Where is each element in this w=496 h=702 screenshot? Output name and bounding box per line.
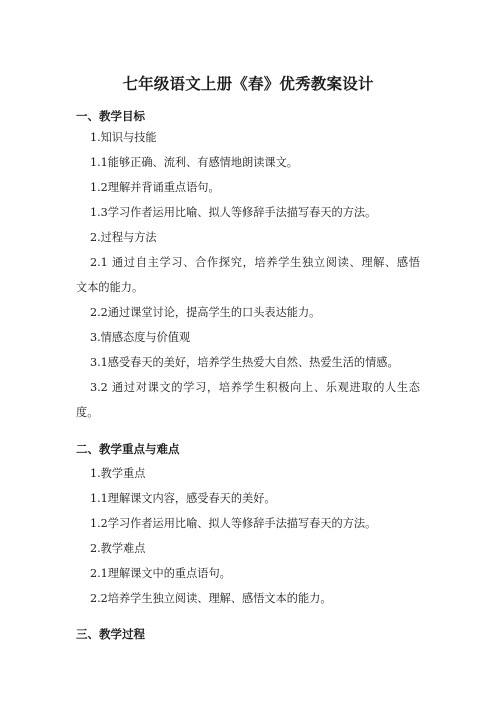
paragraph-line: 3.1感受春天的美好，培养学生热爱大自然、热爱生活的情感。 [90, 356, 399, 369]
paragraph-line: 1.教学重点 [90, 467, 146, 480]
paragraph-line: 1.1理解课文内容，感受春天的美好。 [90, 492, 276, 505]
section-heading-key-points: 二、教学重点与难点 [76, 442, 180, 456]
paragraph-line: 3.2 通过对课文的学习，培养学生积极向上、乐观进取的人生态 [90, 381, 420, 394]
paragraph-line: 度。 [76, 406, 99, 419]
paragraph-line: 2.教学难点 [90, 542, 146, 555]
paragraph-line: 1.1能够正确、流利、有感情地朗读课文。 [90, 156, 298, 169]
paragraph-line: 1.2理解并背诵重点语句。 [90, 181, 220, 194]
paragraph-line: 2.1理解课文中的重点语句。 [90, 567, 231, 580]
paragraph-line: 1.3学习作者运用比喻、拟人等修辞手法描写春天的方法。 [90, 206, 377, 219]
paragraph-line: 2.过程与方法 [90, 231, 157, 244]
paragraph-line: 1.2学习作者运用比喻、拟人等修辞手法描写春天的方法。 [90, 517, 377, 530]
paragraph-line: 1.知识与技能 [90, 131, 157, 144]
paragraph-line: 文本的能力。 [76, 281, 144, 294]
paragraph-line: 2.2培养学生独立阅读、理解、感悟文本的能力。 [90, 592, 332, 605]
document-title: 七年级语文上册《春》优秀教案设计 [122, 75, 374, 93]
paragraph-line: 2.2通过课堂讨论，提高学生的口头表达能力。 [90, 306, 321, 319]
section-heading-objectives: 一、教学目标 [76, 109, 145, 123]
paragraph-line: 2.1 通过自主学习、合作探究，培养学生独立阅读、理解、感悟 [90, 256, 420, 269]
paragraph-line: 3.情感态度与价值观 [90, 331, 191, 344]
section-heading-process: 三、教学过程 [76, 627, 145, 641]
